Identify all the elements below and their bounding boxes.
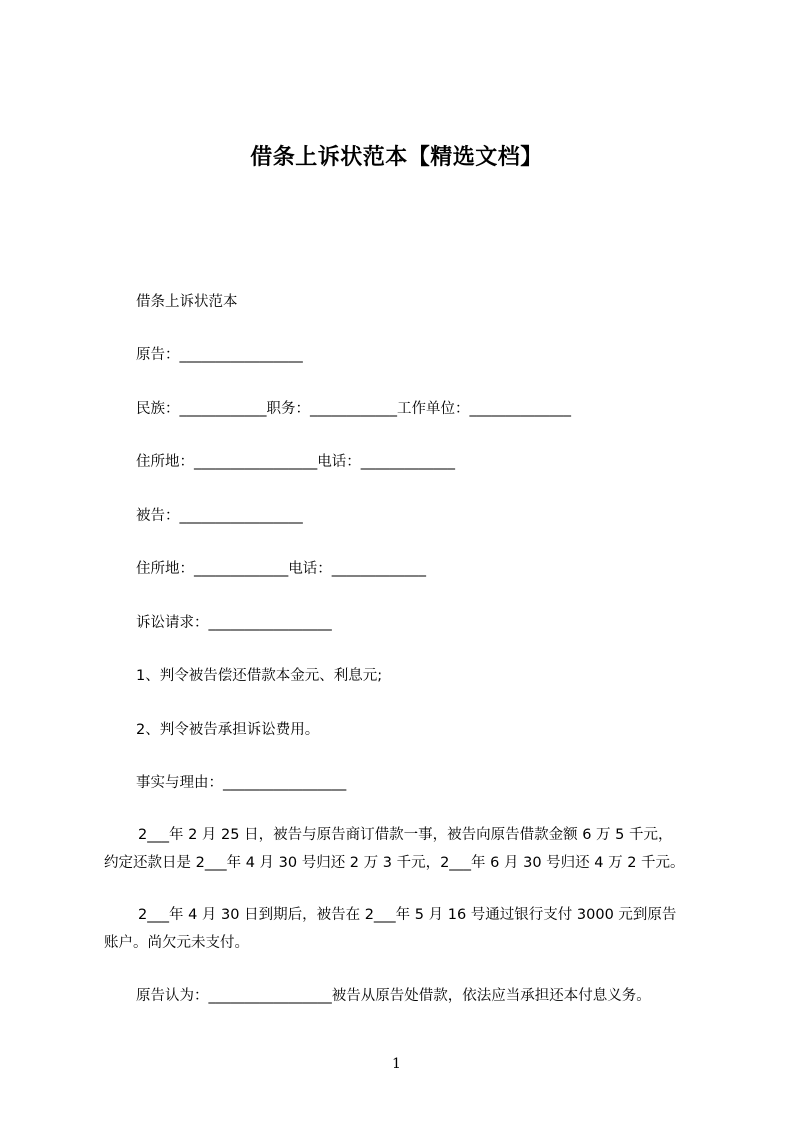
paragraph-2-line-2: 账户。尚欠元未支付。	[104, 935, 249, 951]
paragraph-1-line-1: 2___年 2 月 25 日，被告与原告商订借款一事，被告向原告借款金额 6 万 5 千元，	[138, 827, 673, 843]
paragraph-1-line-2: 约定还款日是 2___年 4 月 30 号归还 2 万 3 千元，2___年 6 月 30 号归还 4 万 2 千元。	[104, 855, 685, 871]
paragraph-2-line-1: 2___年 4 月 30 日到期后，被告在 2___年 5 月 16 号通过银行支付 3000 元到原告	[138, 907, 677, 923]
paragraph-1	[104, 821, 704, 877]
opinion-line: 原告认为：_________________被告从原告处借款，依法应当承担还本付息义务。	[136, 988, 651, 1004]
document-title: 借条上诉状范本【精选文档】	[250, 145, 543, 170]
heading-line: 借条上诉状范本	[136, 294, 238, 310]
ethnicity-line: 民族：____________职务：____________工作单位：______________	[136, 401, 571, 417]
claim-item-2: 2、判令被告承担诉讼费用。	[136, 722, 320, 738]
plaintiff-line: 原告：_________________	[136, 347, 303, 363]
page-number: 1	[392, 1056, 401, 1072]
defendant-line: 被告：_________________	[136, 508, 303, 524]
residence-line-2: 住所地：_____________电话：_____________	[136, 561, 426, 577]
facts-line: 事实与理由：_________________	[136, 775, 347, 791]
paragraph-2	[104, 901, 704, 957]
claim-item-1: 1、判令被告偿还借款本金元、利息元;	[136, 668, 383, 684]
claims-line: 诉讼请求：_________________	[136, 615, 332, 631]
residence-line-1: 住所地：_________________电话：_____________	[136, 454, 455, 470]
